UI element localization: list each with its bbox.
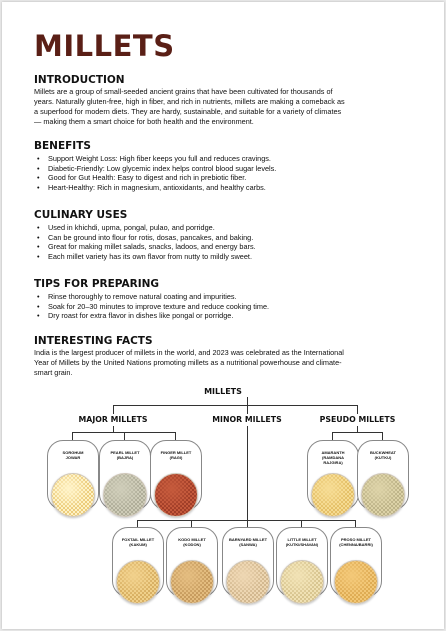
text-line: Millets are a group of small-seeded ancient grains that have been cultivated for thousands of: [34, 87, 333, 96]
text-line: Year of Millets by the United Nations promoting millets as a nutritional powerhouse and climate-: [34, 358, 342, 368]
millet-name: FINGER MILLET (RAGI): [160, 450, 192, 460]
tips-heading: TIPS FOR PREPARING: [34, 278, 160, 290]
millet-bowl-image: [116, 560, 160, 604]
millet-name: SORGHUM JOWAR: [62, 450, 84, 460]
millet-name: FOXTAIL MILLET (KAKUM): [121, 537, 155, 547]
interesting-facts-heading: INTERESTING FACTS: [34, 335, 153, 347]
text-line: a superfood for modern diets. They are hardy, sustainable, and suitable for a variety of climates: [34, 107, 342, 117]
connector-line: [301, 520, 302, 527]
list-item: • Good for Gut Health: Easy to digest and rich in prebiotic fiber.: [34, 173, 422, 183]
text-line: years. Naturally gluten-free, high in fiber, and rich in nutrients, millets are making a comeback as: [34, 97, 345, 107]
connector-line: [247, 426, 248, 520]
document-page: [2, 2, 444, 629]
connector-line: [137, 520, 355, 521]
millet-name: BARNYARD MILLET (SANWA): [228, 537, 268, 547]
tree-root-label: MILLETS: [204, 387, 242, 396]
connector-line: [191, 520, 192, 527]
text-line: India is the largest producer of millets in the world, and 2023 was celebrated as the International: [34, 348, 344, 357]
millet-bowl-image: [334, 560, 378, 604]
connector-line: [137, 520, 138, 527]
connector-line: [355, 520, 356, 527]
major-millets-label: MAJOR MILLETS: [78, 415, 148, 424]
millets-classification-diagram: [2, 2, 444, 629]
connector-line: [175, 432, 176, 440]
millet-name: BUCKWHEAT (KUTKU): [370, 450, 396, 460]
text-line: smart grain.: [34, 368, 73, 378]
millet-name: PEARL MILLET (BAJRA): [110, 450, 140, 460]
introduction-heading: INTRODUCTION: [34, 74, 125, 86]
list-item: • Diabetic-Friendly: Low glycemic index helps control blood sugar levels.: [34, 164, 422, 174]
list-item: • Rinse thoroughly to remove natural coating and impurities.: [34, 292, 422, 302]
millet-bowl-image: [154, 473, 198, 517]
culinary-uses-heading: CULINARY USES: [34, 209, 128, 221]
benefits-heading: BENEFITS: [34, 140, 91, 152]
minor-millets-label: MINOR MILLETS: [212, 415, 282, 424]
connector-line: [332, 432, 382, 433]
millet-name: KODO MILLET (KODON): [178, 537, 206, 547]
text-line: — making them a smart choice for both health and the environment.: [34, 117, 254, 127]
millet-bowl-image: [226, 560, 270, 604]
connector-line: [113, 405, 357, 406]
pseudo-millets-label: PSEUDO MILLETS: [319, 415, 396, 424]
millet-bowl-image: [361, 473, 405, 517]
list-item: • Heart-Healthy: Rich in magnesium, antioxidants, and healthy carbs.: [34, 183, 422, 193]
millet-name: PROSO MILLET (CHENNA/BARRI): [339, 537, 373, 547]
millet-bowl-image: [311, 473, 355, 517]
connector-line: [113, 405, 114, 414]
connector-line: [357, 405, 358, 414]
list-item: • Soak for 20–30 minutes to improve texture and reduce cooking time.: [34, 302, 422, 312]
connector-line: [247, 405, 248, 414]
millet-bowl-image: [280, 560, 324, 604]
connector-line: [247, 397, 248, 405]
millet-bowl-image: [51, 473, 95, 517]
millet-name: AMARANTH (RAMDANA RAJGIRA): [321, 450, 345, 465]
list-item: • Dry roast for extra flavor in dishes like pongal or porridge.: [34, 311, 422, 321]
connector-line: [332, 432, 333, 440]
connector-line: [72, 432, 73, 440]
connector-line: [247, 520, 248, 527]
list-item: • Used in khichdi, upma, pongal, pulao, and porridge.: [34, 223, 422, 233]
millet-name: LITTLE MILLET (KUTKI/SHAVAN): [285, 537, 319, 547]
list-item: • Each millet variety has its own flavor from nutty to mildly sweet.: [34, 252, 422, 262]
millet-bowl-image: [170, 560, 214, 604]
list-item: • Support Weight Loss: High fiber keeps you full and reduces cravings.: [34, 154, 422, 164]
connector-line: [124, 432, 125, 440]
list-item: • Great for making millet salads, snacks, ladoos, and energy bars.: [34, 242, 422, 252]
page-title: MILLETS: [34, 29, 175, 63]
list-item: • Can be ground into flour for rotis, dosas, pancakes, and baking.: [34, 233, 422, 243]
millet-bowl-image: [103, 473, 147, 517]
connector-line: [382, 432, 383, 440]
